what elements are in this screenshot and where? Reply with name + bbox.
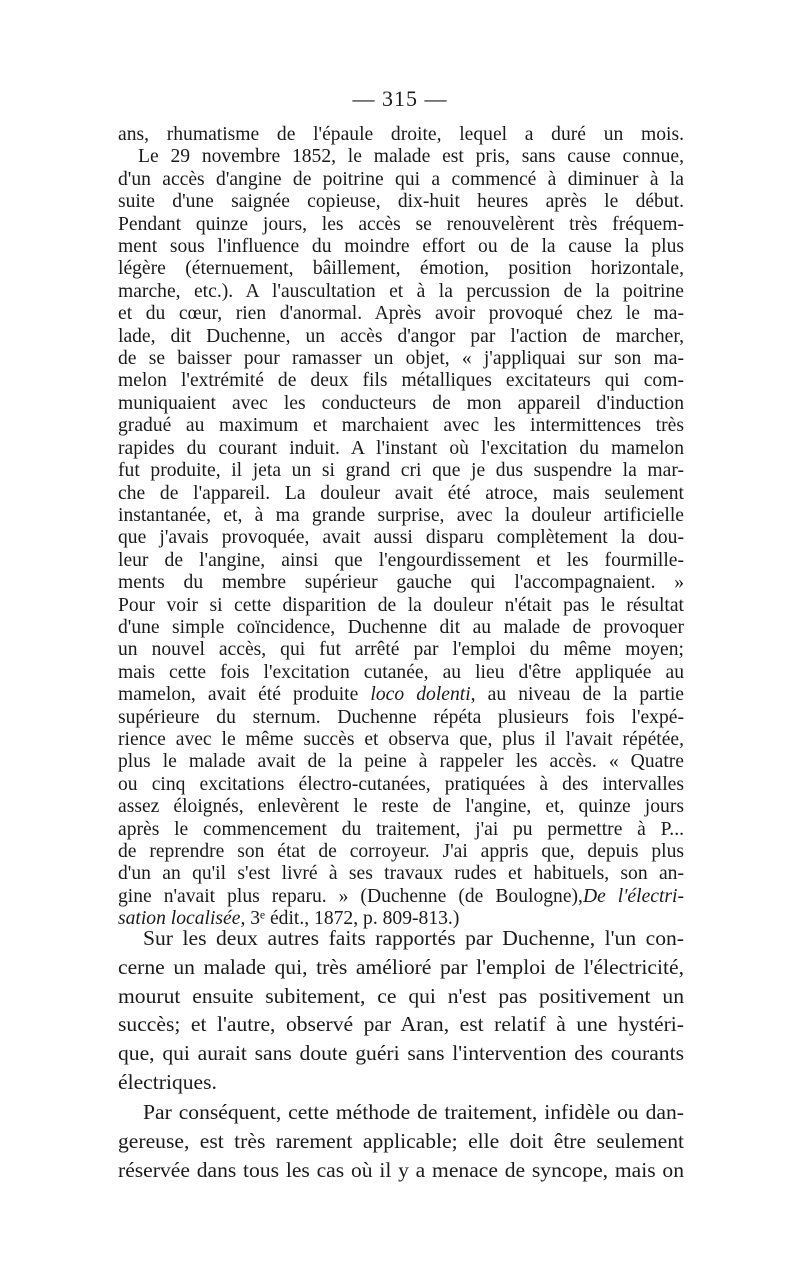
text-line: suite d'une saignée copieuse, dix-huit heures après le début. xyxy=(118,191,684,213)
text-line: de se baisser pour ramasser un objet, « j'appliquai sur son ma- xyxy=(118,348,684,370)
text-line: melon l'extrémité de deux fils métalliques excitateurs qui com- xyxy=(118,370,684,392)
text-line: gradué au maximum et marchaient avec les intermittences très xyxy=(118,415,684,437)
text-line: et du cœur, rien d'anormal. Après avoir provoqué chez le ma- xyxy=(118,303,684,325)
text-line: réservée dans tous les cas où il y a menace de syncope, mais on xyxy=(118,1157,684,1182)
text-line: d'un an qu'il s'est livré à ses travaux rudes et habituels, son an- xyxy=(118,863,684,885)
text-segment: , au niveau de la partie xyxy=(470,684,684,706)
text-line: après le commencement du traitement, j'ai pu permettre à P... xyxy=(118,818,684,840)
text-line: gereuse, est très rarement applicable; elle doit être seulement xyxy=(118,1128,684,1153)
text-line: lade, dit Duchenne, un accès d'angor par l'action de marcher, xyxy=(118,325,684,347)
text-line: ou cinq excitations électro-cutanées, pratiquées à des intervalles xyxy=(118,773,684,795)
text-line: instantanée, et, à ma grande surprise, avec la douleur artificielle xyxy=(118,504,684,526)
text-line: succès; et l'autre, observé par Aran, est relatif à une hystéri- xyxy=(118,1012,684,1037)
text-line: assez éloignés, enlevèrent le reste de l'angine, et, quinze jours xyxy=(118,796,684,818)
text-line: Sur les deux autres faits rapportés par Duchenne, l'un con- xyxy=(143,926,684,950)
text-line: Pendant quinze jours, les accès se renouvelèrent très fréquem- xyxy=(118,213,684,235)
discussion-paragraph xyxy=(118,924,684,1097)
quoted-case-paragraph xyxy=(118,124,684,931)
book-title: sation localisée, xyxy=(118,908,246,930)
book-title: De l'électri- xyxy=(582,885,684,907)
text-line: mourut ensuite subitement, ce qui n'est pas positivement un xyxy=(118,983,684,1008)
text-line: che de l'appareil. La douleur avait été atroce, mais seulement xyxy=(118,482,684,504)
text-segment: gine n'avait plus reparu. » (Duchenne (de Boulogne), xyxy=(118,885,583,907)
page-number: — 315 — xyxy=(352,86,448,111)
conclusion-paragraph xyxy=(118,1098,684,1184)
text-segment: mamelon, avait été produite xyxy=(118,684,359,706)
text-line: que, qui aurait sans doute guéri sans l'intervention des courants xyxy=(118,1041,684,1066)
latin-phrase: loco dolenti xyxy=(370,684,471,706)
text-line: Par conséquent, cette méthode de traitement, infidèle ou dan- xyxy=(143,1100,684,1124)
text-line: mais cette fois l'excitation cutanée, au lieu d'être appliquée au xyxy=(118,661,684,683)
text-line: Le 29 novembre 1852, le malade est pris, sans cause connue, xyxy=(138,146,684,168)
text-line: Pour voir si cette disparition de la douleur n'était pas le résultat xyxy=(118,594,684,616)
text-line: légère (éternuement, bâillement, émotion, position horizontale, xyxy=(118,258,684,280)
text-line: d'un accès d'angine de poitrine qui a commencé à diminuer à la xyxy=(118,168,684,190)
text-line: muniquaient avec les conducteurs de mon appareil d'induction xyxy=(118,392,684,414)
text-line: un nouvel accès, qui fut arrêté par l'emploi du même moyen; xyxy=(118,639,684,661)
text-line xyxy=(118,886,684,908)
text-line: ans, rhumatisme de l'épaule droite, lequel a duré un mois. xyxy=(118,124,684,145)
text-line: que j'avais provoquée, avait aussi disparu complètement la dou- xyxy=(118,527,684,549)
text-line: électriques. xyxy=(118,1069,217,1094)
text-line xyxy=(118,684,684,706)
text-segment: 3ᵉ édit., 1872, p. 809-813.) xyxy=(250,908,460,930)
text-line: rapides du courant induit. A l'instant où l'excitation du mamelon xyxy=(118,437,684,459)
text-line: plus le malade avait de la peine à rappeler les accès. « Quatre xyxy=(118,751,684,773)
text-line: fut produite, il jeta un si grand cri que je dus suspendre la mar- xyxy=(118,460,684,482)
text-line: leur de l'angine, ainsi que l'engourdissement et les fourmille- xyxy=(118,549,684,571)
text-line: de reprendre son état de corroyeur. J'ai appris que, depuis plus xyxy=(118,841,684,862)
text-line: ment sous l'influence du moindre effort ou de la cause la plus xyxy=(118,236,684,258)
text-line: supérieure du sternum. Duchenne répéta plusieurs fois l'expé- xyxy=(118,706,684,728)
text-line: marche, etc.). A l'auscultation et à la percussion de la poitrine xyxy=(118,280,684,302)
text-line: ments du membre supérieur gauche qui l'accompagnaient. » xyxy=(118,572,684,594)
text-line: cerne un malade qui, très amélioré par l'emploi de l'électricité, xyxy=(118,954,684,979)
text-line: rience avec le même succès et observa que, plus il l'avait répétée, xyxy=(118,728,684,750)
text-line: d'une simple coïncidence, Duchenne dit au malade de provoquer xyxy=(118,616,684,638)
